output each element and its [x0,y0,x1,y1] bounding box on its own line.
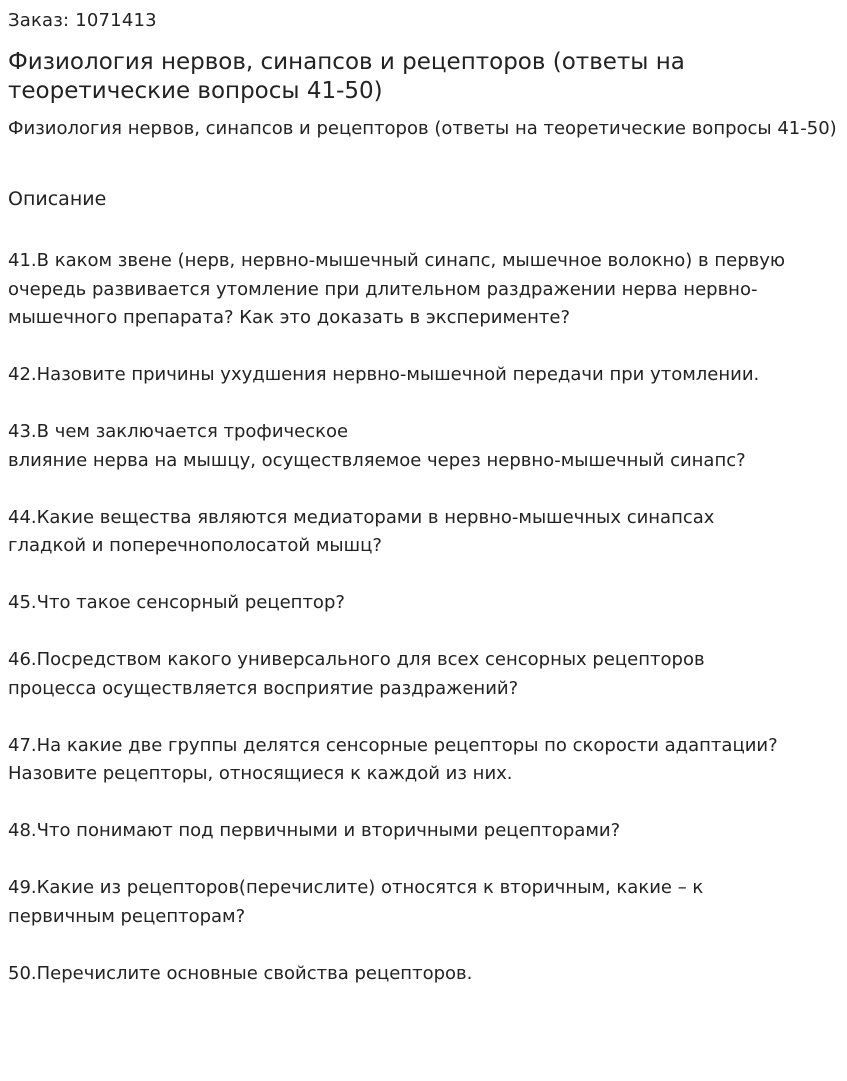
question-line: Назовите рецепторы, относящиеся к каждой из них. [8,763,513,784]
question-line: 48.Что понимают под первичными и вторичными рецепторами? [8,820,621,841]
order-number: Заказ: 1071413 [8,10,157,31]
question-item [8,504,842,561]
question-line: 47.На какие две группы делятся сенсорные рецепторы по скорости адаптации? [8,734,778,756]
question-item [8,817,842,846]
question-item [8,732,842,789]
question-item [8,247,842,333]
question-item [8,418,842,475]
question-item [8,361,842,390]
question-line: гладкой и поперечнополосатой мышц? [8,535,382,556]
question-line: процесса осуществляется восприятие раздражений? [8,677,519,699]
question-item [8,960,842,989]
question-line: 50.Перечислите основные свойства рецепторов. [8,962,473,984]
question-item [8,646,842,703]
question-line: 49.Какие из рецепторов(перечислите) относятся к вторичным, какие – к [8,877,704,898]
question-line: влияние нерва на мышцу, осуществляемое через нервно-мышечный синапс? [8,449,746,471]
question-line: очередь развивается утомление при длительном раздражении нерва нервно- [8,278,758,300]
question-item [8,589,842,618]
question-line: 43.В чем заключается трофическое [8,421,349,442]
question-line: 41.В каком звене (нерв, нервно-мышечный синапс, мышечное волокно) в первую [8,250,786,271]
question-line: 45.Что такое сенсорный рецептор? [8,592,345,613]
question-line: первичным рецепторам? [8,905,246,927]
description-heading: Описание [8,188,107,210]
question-item [8,874,842,931]
question-line: 44.Какие вещества являются медиаторами в нервно-мышечных синапсах [8,506,715,528]
question-line: 42.Назовите причины ухудшения нервно-мышечной передачи при утомлении. [8,364,760,385]
page-subtitle: Физиология нервов, синапсов и рецепторов (ответы на теоретические вопросы 41-50) [8,118,837,139]
page-title: Физиология нервов, синапсов и рецепторов (ответы на теоретические вопросы 41-50) [8,49,685,104]
question-list [8,247,842,1017]
question-line: 46.Посредством какого универсального для всех сенсорных рецепторов [8,649,705,670]
question-line: мышечного препарата? Как это доказать в эксперименте? [8,307,571,328]
